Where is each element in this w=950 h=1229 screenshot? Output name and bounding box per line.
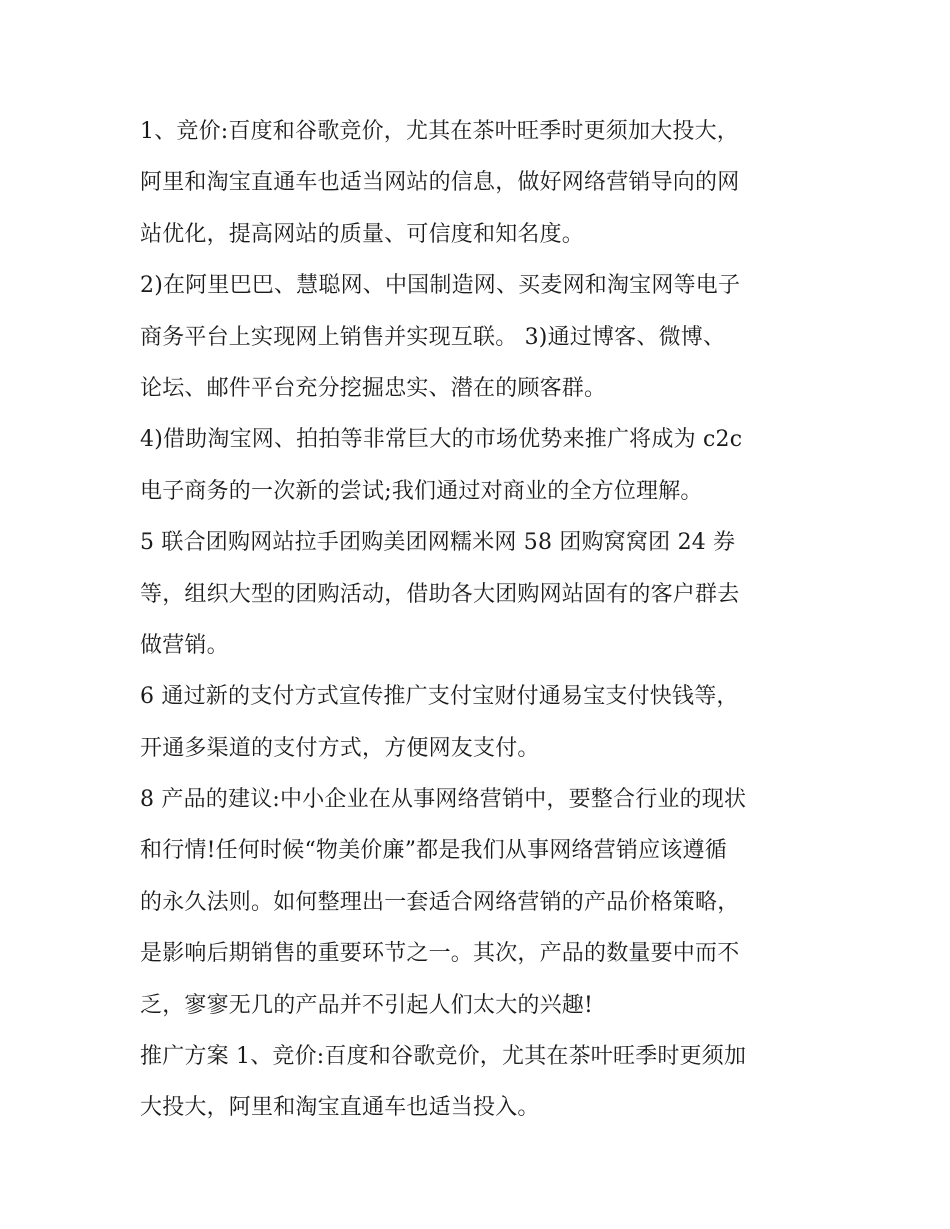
paragraph-promotion-plan	[140, 1031, 820, 1134]
text-line: 2)在阿里巴巴、慧聪网、中国制造网、买麦网和淘宝网等电子	[140, 273, 741, 299]
text-line: 推广方案 1、竞价:百度和谷歌竞价，尤其在茶叶旺季时更须加	[140, 1044, 747, 1070]
text-line: 1、竞价:百度和谷歌竞价，尤其在茶叶旺季时更须加大投大，	[140, 119, 740, 144]
text-line: 电子商务的一次新的尝试;我们通过对商业的全方位理解。	[140, 478, 703, 504]
text-line: 是影响后期销售的重要环节之一。其次，产品的数量要中而不	[140, 941, 740, 967]
text-line: 4)借助淘宝网、拍拍等非常巨大的市场优势来推广将成为 c2c	[140, 427, 743, 453]
text-line: 乏，寥寥无几的产品并不引起人们太大的兴趣!	[140, 992, 594, 1018]
paragraph-6-payment	[140, 671, 820, 774]
text-line: 开通多渠道的支付方式，方便网友支付。	[140, 735, 540, 761]
text-line: 等，组织大型的团购活动，借助各大团购网站固有的客户群去	[140, 581, 740, 607]
paragraph-1-bidding	[140, 106, 820, 260]
text-line: 商务平台上实现网上销售并实现互联。 3)通过博客、微博、	[140, 324, 726, 350]
paragraph-5-group-buying	[140, 517, 820, 671]
text-line: 和行情!任何时候“物美价廉”都是我们从事网络营销应该遵循	[140, 838, 727, 864]
paragraph-8-product-advice	[140, 774, 820, 1031]
document-body	[140, 106, 820, 1134]
text-line: 的永久法则。如何整理出一套适合网络营销的产品价格策略，	[140, 889, 740, 915]
text-line: 论坛、邮件平台充分挖掘忠实、潜在的顾客群。	[140, 375, 607, 401]
text-line: 大投大，阿里和淘宝直通车也适当投入。	[140, 1095, 540, 1121]
text-line: 做营销。	[140, 632, 229, 658]
text-line: 5 联合团购网站拉手团购美团网糯米网 58 团购窝窝团 24 券	[140, 530, 736, 556]
text-line: 阿里和淘宝直通车也适当网站的信息，做好网络营销导向的网	[140, 170, 740, 196]
text-line: 6 通过新的支付方式宣传推广支付宝财付通易宝支付快钱等，	[140, 684, 739, 710]
text-line: 站优化，提高网站的质量、可信度和知名度。	[140, 221, 585, 247]
paragraph-4-taobao	[140, 414, 820, 517]
paragraph-2-platforms	[140, 260, 820, 414]
text-line: 8 产品的建议:中小企业在从事网络营销中，要整合行业的现状	[140, 787, 747, 813]
